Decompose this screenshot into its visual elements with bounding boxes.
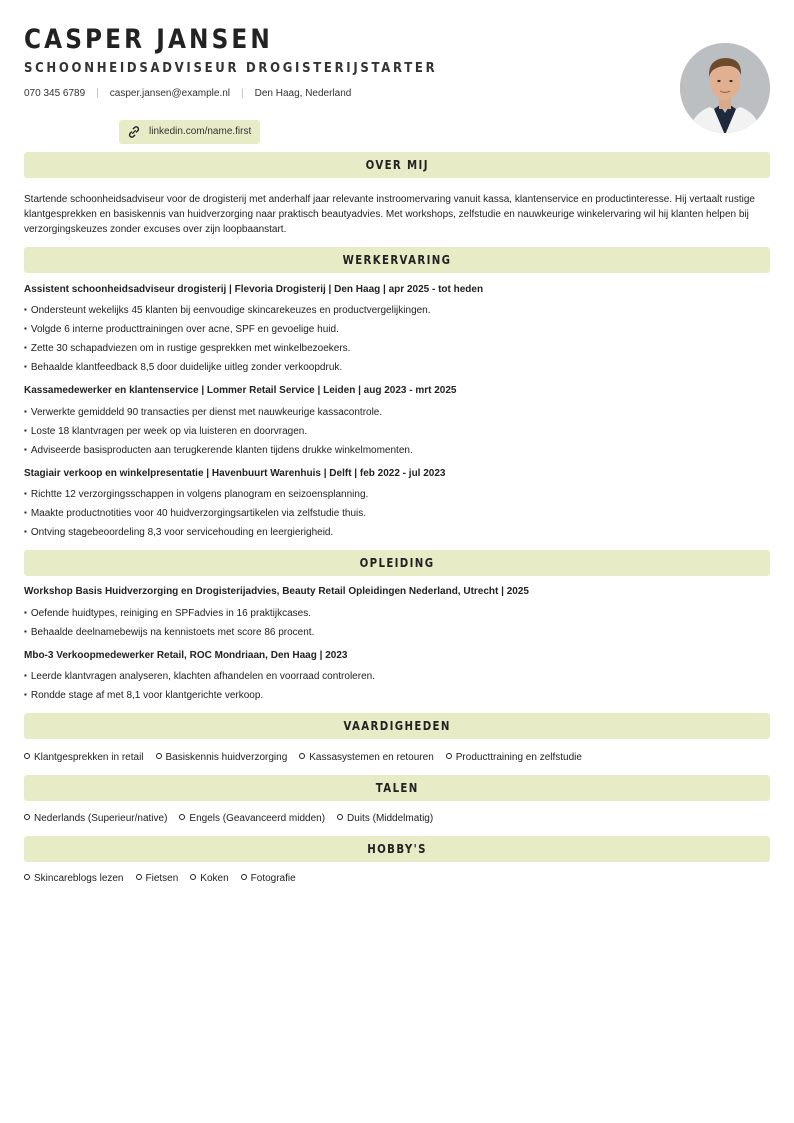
job-bullet: ▪ Richtte 12 verzorgingsschappen in volgens planogram en seizoensplanning.	[24, 488, 368, 501]
language-item: Nederlands (Superieur/native)	[24, 812, 167, 825]
job-bullet: ▪ Ondersteunt wekelijks 45 klanten bij eenvoudige skincarekeuzes en productvergelijkingen.	[24, 304, 431, 317]
bullet-dot	[179, 814, 185, 820]
linkedin-badge[interactable]	[119, 120, 260, 144]
job-heading: Stagiair verkoop en winkelpresentatie | Havenbuurt Warenhuis | Delft | feb 2022 - jul 2023	[24, 468, 446, 479]
job-bullet: ▪ Behaalde klantfeedback 8,5 door duidelijke uitleg zonder verkoopdruk.	[24, 361, 342, 374]
job-title: SCHOONHEIDSADVISEUR DROGISTERIJSTARTER	[24, 61, 438, 76]
bullet-dot	[241, 874, 247, 880]
separator: |	[241, 88, 244, 99]
bullet-dot	[446, 753, 452, 759]
section-header-talen: TALEN	[24, 775, 770, 801]
bullet-dot	[24, 753, 30, 759]
education-bullet: ▪ Oefende huidtypes, reiniging en SPFadvies in 16 praktijkcases.	[24, 607, 311, 620]
location: Den Haag, Nederland	[254, 88, 352, 99]
education-bullet: ▪ Rondde stage af met 8,1 voor klantgerichte verkoop.	[24, 689, 263, 702]
language-item: Engels (Geavanceerd midden)	[179, 812, 325, 825]
contact-line	[24, 87, 351, 100]
bullet-dot	[24, 814, 30, 820]
languages-list	[24, 812, 445, 825]
job-bullet: ▪ Loste 18 klantvragen per week op via luisteren en doorvragen.	[24, 425, 307, 438]
bullet-dot	[190, 874, 196, 880]
job-bullet: ▪ Adviseerde basisproducten aan terugkerende klanten tijdens drukke winkelmomenten.	[24, 444, 413, 457]
job-bullet: ▪ Zette 30 schapadviezen om in rustige gesprekken met winkelbezoekers.	[24, 342, 350, 355]
bullet-dot	[299, 753, 305, 759]
separator: |	[96, 88, 99, 99]
job-heading: Kassamedewerker en klantenservice | Lommer Retail Service | Leiden | aug 2023 - mrt 2025	[24, 385, 457, 396]
email[interactable]: casper.jansen@example.nl	[109, 88, 231, 99]
bullet-dot	[24, 874, 30, 880]
section-header-opleiding: OPLEIDING	[24, 550, 770, 576]
skill-item: Basiskennis huidverzorging	[156, 751, 288, 764]
job-bullet: ▪ Verwerkte gemiddeld 90 transacties per dienst met nauwkeurige kassacontrole.	[24, 406, 382, 419]
linkedin-link[interactable]: linkedin.com/name.first	[149, 126, 252, 137]
hobby-item: Fietsen	[136, 872, 179, 885]
education-heading: Mbo-3 Verkoopmedewerker Retail, ROC Mondriaan, Den Haag | 2023	[24, 650, 348, 661]
job-bullet: ▪ Ontving stagebeoordeling 8,3 voor servicehouding en leergierigheid.	[24, 526, 333, 539]
hobby-item: Fotografie	[241, 872, 296, 885]
job-bullet: ▪ Maakte productnotities voor 40 huidverzorgingsartikelen via zelfstudie thuis.	[24, 507, 366, 520]
job-bullet: ▪ Volgde 6 interne producttrainingen over acne, SPF en gevoelige huid.	[24, 323, 339, 336]
phone: 070 345 6789	[24, 88, 86, 99]
portrait-image	[680, 43, 770, 133]
education-heading: Workshop Basis Huidverzorging en Drogisterijadvies, Beauty Retail Opleidingen Nederland, Utrecht | 2025	[24, 586, 529, 597]
candidate-name: CASPER JANSEN	[24, 24, 273, 55]
section-header-werkervaring: WERKERVARING	[24, 247, 770, 273]
skill-item: Klantgesprekken in retail	[24, 751, 144, 764]
skills-list	[24, 751, 594, 764]
section-header-vaardigheden: VAARDIGHEDEN	[24, 713, 770, 739]
link-icon	[127, 125, 141, 139]
hobby-item: Koken	[190, 872, 228, 885]
hobby-item: Skincareblogs lezen	[24, 872, 124, 885]
bullet-dot	[156, 753, 162, 759]
hobbies-list	[24, 872, 308, 885]
bullet-dot	[337, 814, 343, 820]
bullet-dot	[136, 874, 142, 880]
language-item: Duits (Middelmatig)	[337, 812, 433, 825]
education-bullet: ▪ Leerde klantvragen analyseren, klachten afhandelen en voorraad controleren.	[24, 670, 375, 683]
skill-item: Producttraining en zelfstudie	[446, 751, 582, 764]
education-bullet: ▪ Behaalde deelnamebewijs na kennistoets met score 86 procent.	[24, 626, 314, 639]
section-header-hobbys: HOBBY'S	[24, 836, 770, 862]
job-heading: Assistent schoonheidsadviseur drogisterij | Flevoria Drogisterij | Den Haag | apr 2025 - tot heden	[24, 284, 484, 295]
section-header-over-mij: OVER MIJ	[24, 152, 770, 178]
avatar	[680, 43, 770, 133]
about-text: Startende schoonheidsadviseur voor de drogisterij met anderhalf jaar relevante instroomervaring vanuit kassa, klantenservice en productinteresse. Hij vertaalt rustige klantgesprekken en basiskennis van huidverzorging naar praktisch beautyadvies. Met workshops, zelfstudie en nauwkeurige winkelervaring wil hij klanten helpen bij verzorgingskeuzes zonder excuses over zijn loopbaanstart.	[24, 194, 755, 235]
skill-item: Kassasystemen en retouren	[299, 751, 434, 764]
